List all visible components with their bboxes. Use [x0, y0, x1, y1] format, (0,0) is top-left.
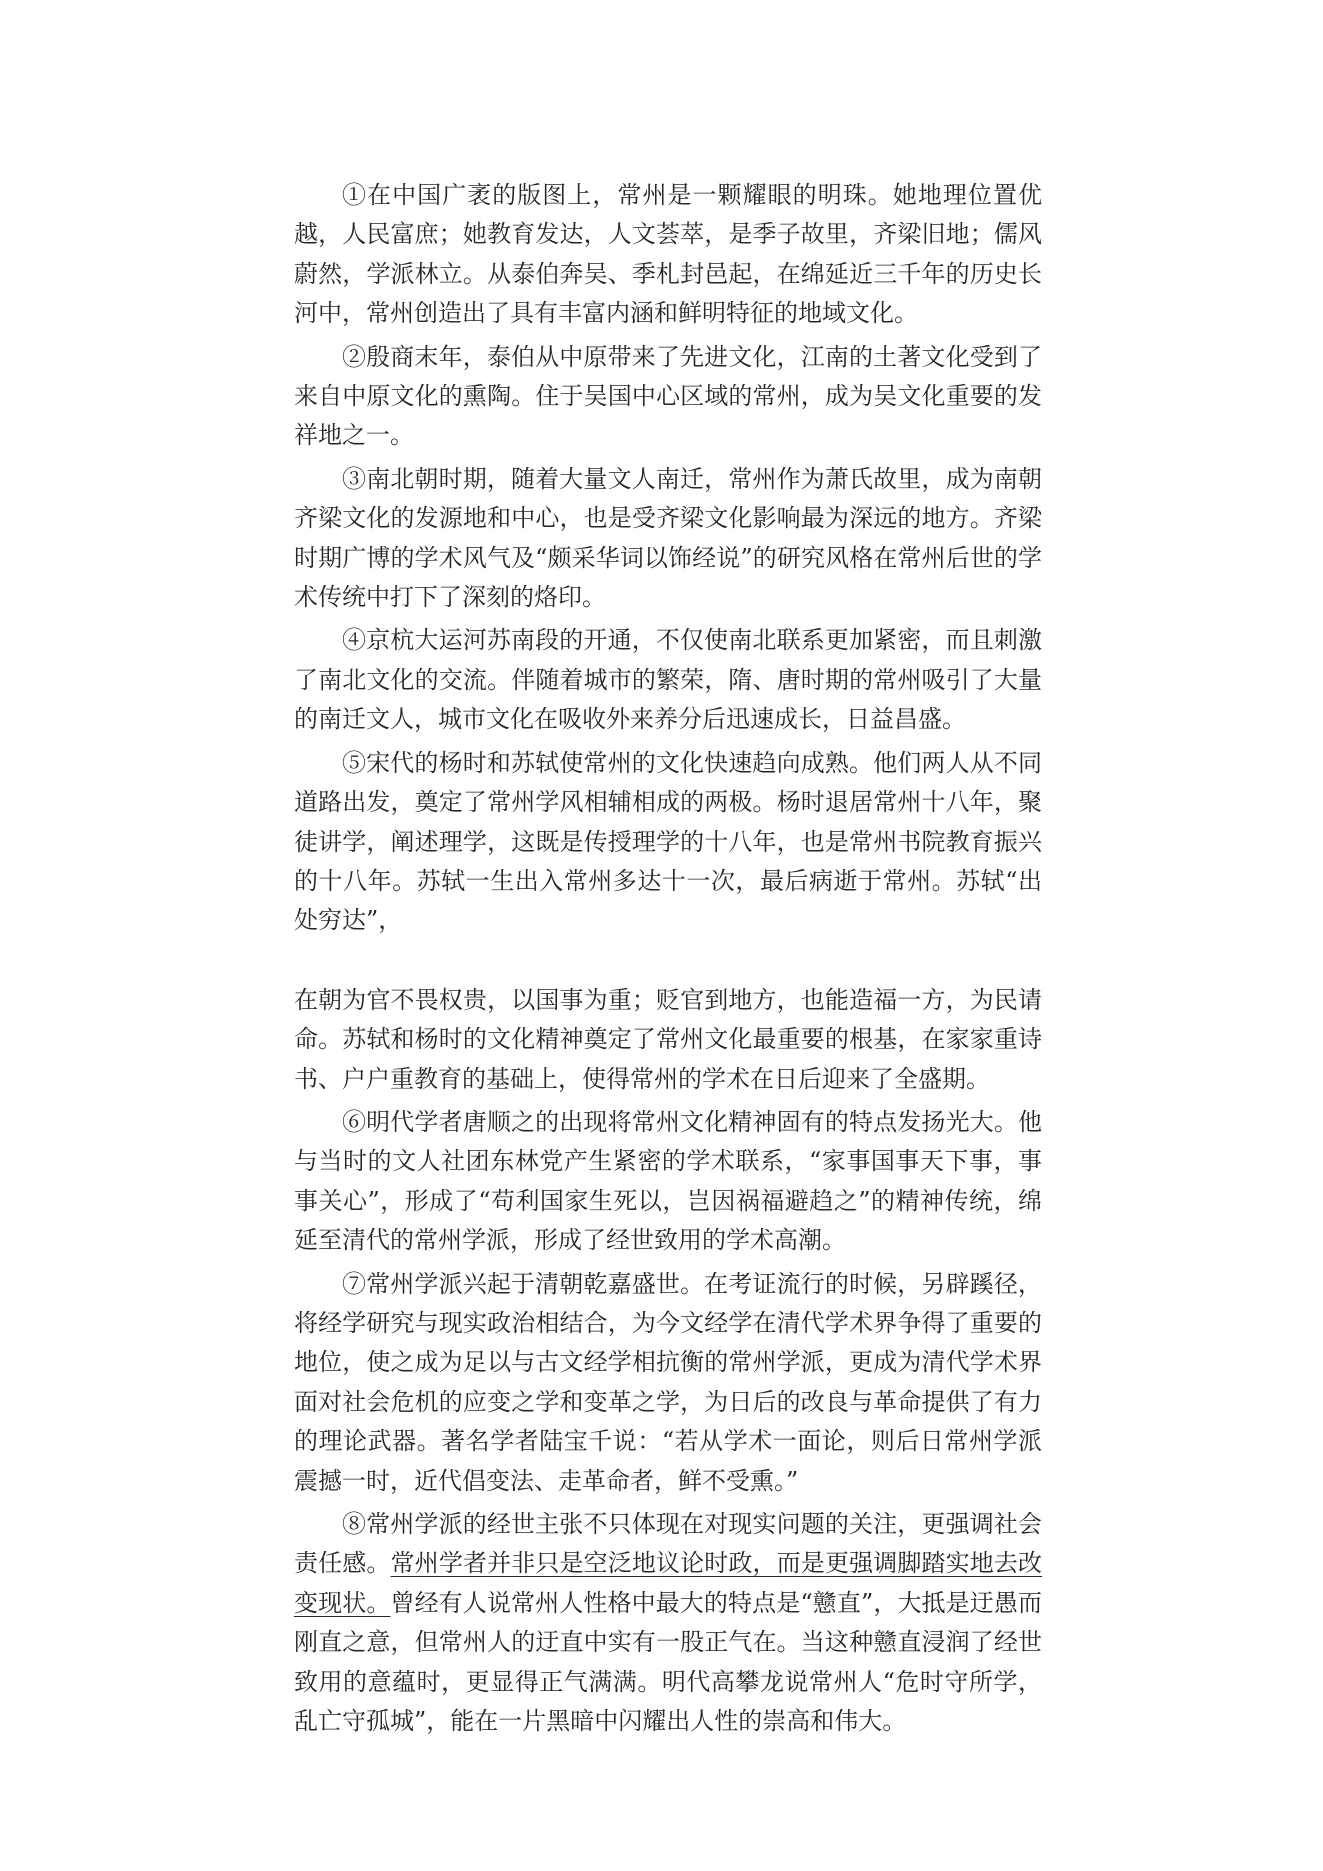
underlined-sentence: 常州学者并非只是空泛地议论时政，而是更强调脚踏实地去改变现状。 — [294, 1549, 1043, 1617]
paragraph-8-intro: ⑧常州学派的经世主张不只体现在对现实问题的关注，更强调社会责任感。 — [294, 1510, 1042, 1578]
paragraph-6: ⑥明代学者唐顺之的出现将常州文化精神固有的特点发扬光大。他与当时的文人社团东林党产生紧密的学术联系，“家事国事天下事，事事关心”，形成了“苟利国家生死以，岂因祸福避趋之”的精神传统，绵延至清代的常州学派，形成了经世致用的学术高潮。 — [294, 1107, 1042, 1255]
paragraph-8 — [294, 1505, 1042, 1741]
page-break-gap — [294, 945, 1042, 981]
paragraph-4: ④京杭大运河苏南段的开通，不仅使南北联系更加紧密，而且刺激了南北文化的交流。伴随着城市的繁荣，隋、唐时期的常州吸引了大量的南迁文人，城市文化在吸收外来养分后迅速成长，日益昌盛。 — [294, 626, 1042, 734]
paragraph-8-rest: 曾经有人说常州人性格中最大的特点是“戆直”，大抵是迂愚而刚直之意，但常州人的迂直中实有一股正气在。当这种戆直浸润了经世致用的意蕴时，更显得正气满满。明代高攀龙说常州人“危时守所学，乱亡守孤城”，能在一片黑暗中闪耀出人性的崇高和伟大。 — [294, 1588, 1042, 1736]
paragraph-5-continued: 在朝为官不畏权贵，以国事为重；贬官到地方，也能造福一方，为民请命。苏轼和杨时的文化精神奠定了常州文化最重要的根基，在家家重诗书、户户重教育的基础上，使得常州的学术在日后迎来了全盛期。 — [294, 985, 1042, 1093]
paragraph-7: ⑦常州学派兴起于清朝乾嘉盛世。在考证流行的时候，另辟蹊径，将经学研究与现实政治相结合，为今文经学在清代学术界争得了重要的地位，使之成为足以与古文经学相抗衡的常州学派，更成为清代学术界面对社会危机的应变之学和变革之学，为日后的改良与革命提供了有力的理论武器。著名学者陆宝千说：“若从学术一面论，则后日常州学派震撼一时，近代倡变法、走革命者，鲜不受熏。” — [294, 1269, 1042, 1495]
paragraph-1: ①在中国广袤的版图上，常州是一颗耀眼的明珠。她地理位置优越，人民富庶；她教育发达，人文荟萃，是季子故里，齐梁旧地；儒风蔚然，学派林立。从泰伯奔吴、季札封邑起，在绵延近三千年的历史长河中，常州创造出了具有丰富内涵和鲜明特征的地域文化。 — [294, 181, 1042, 328]
paragraph-3: ③南北朝时期，随着大量文人南迁，常州作为萧氏故里，成为南朝齐梁文化的发源地和中心，也是受齐梁文化影响最为深远的地方。齐梁时期广博的学术风气及“颇采华词以饰经说”的研究风格在常州后世的学术传统中打下了深刻的烙印。 — [294, 464, 1042, 612]
paragraph-5: ⑤宋代的杨时和苏轼使常州的文化快速趋向成熟。他们两人从不同道路出发，奠定了常州学风相辅相成的两极。杨时退居常州十八年，聚徒讲学，阐述理学，这既是传授理学的十八年，也是常州书院教育振兴的十八年。苏轼一生出入常州多达十一次，最后病逝于常州。苏轼“出处穷达”， — [294, 748, 1042, 935]
paragraph-2: ②殷商末年，泰伯从中原带来了先进文化，江南的土著文化受到了来自中原文化的熏陶。住于吴国中心区域的常州，成为吴文化重要的发祥地之一。 — [294, 342, 1042, 450]
article-body — [294, 176, 1042, 1745]
